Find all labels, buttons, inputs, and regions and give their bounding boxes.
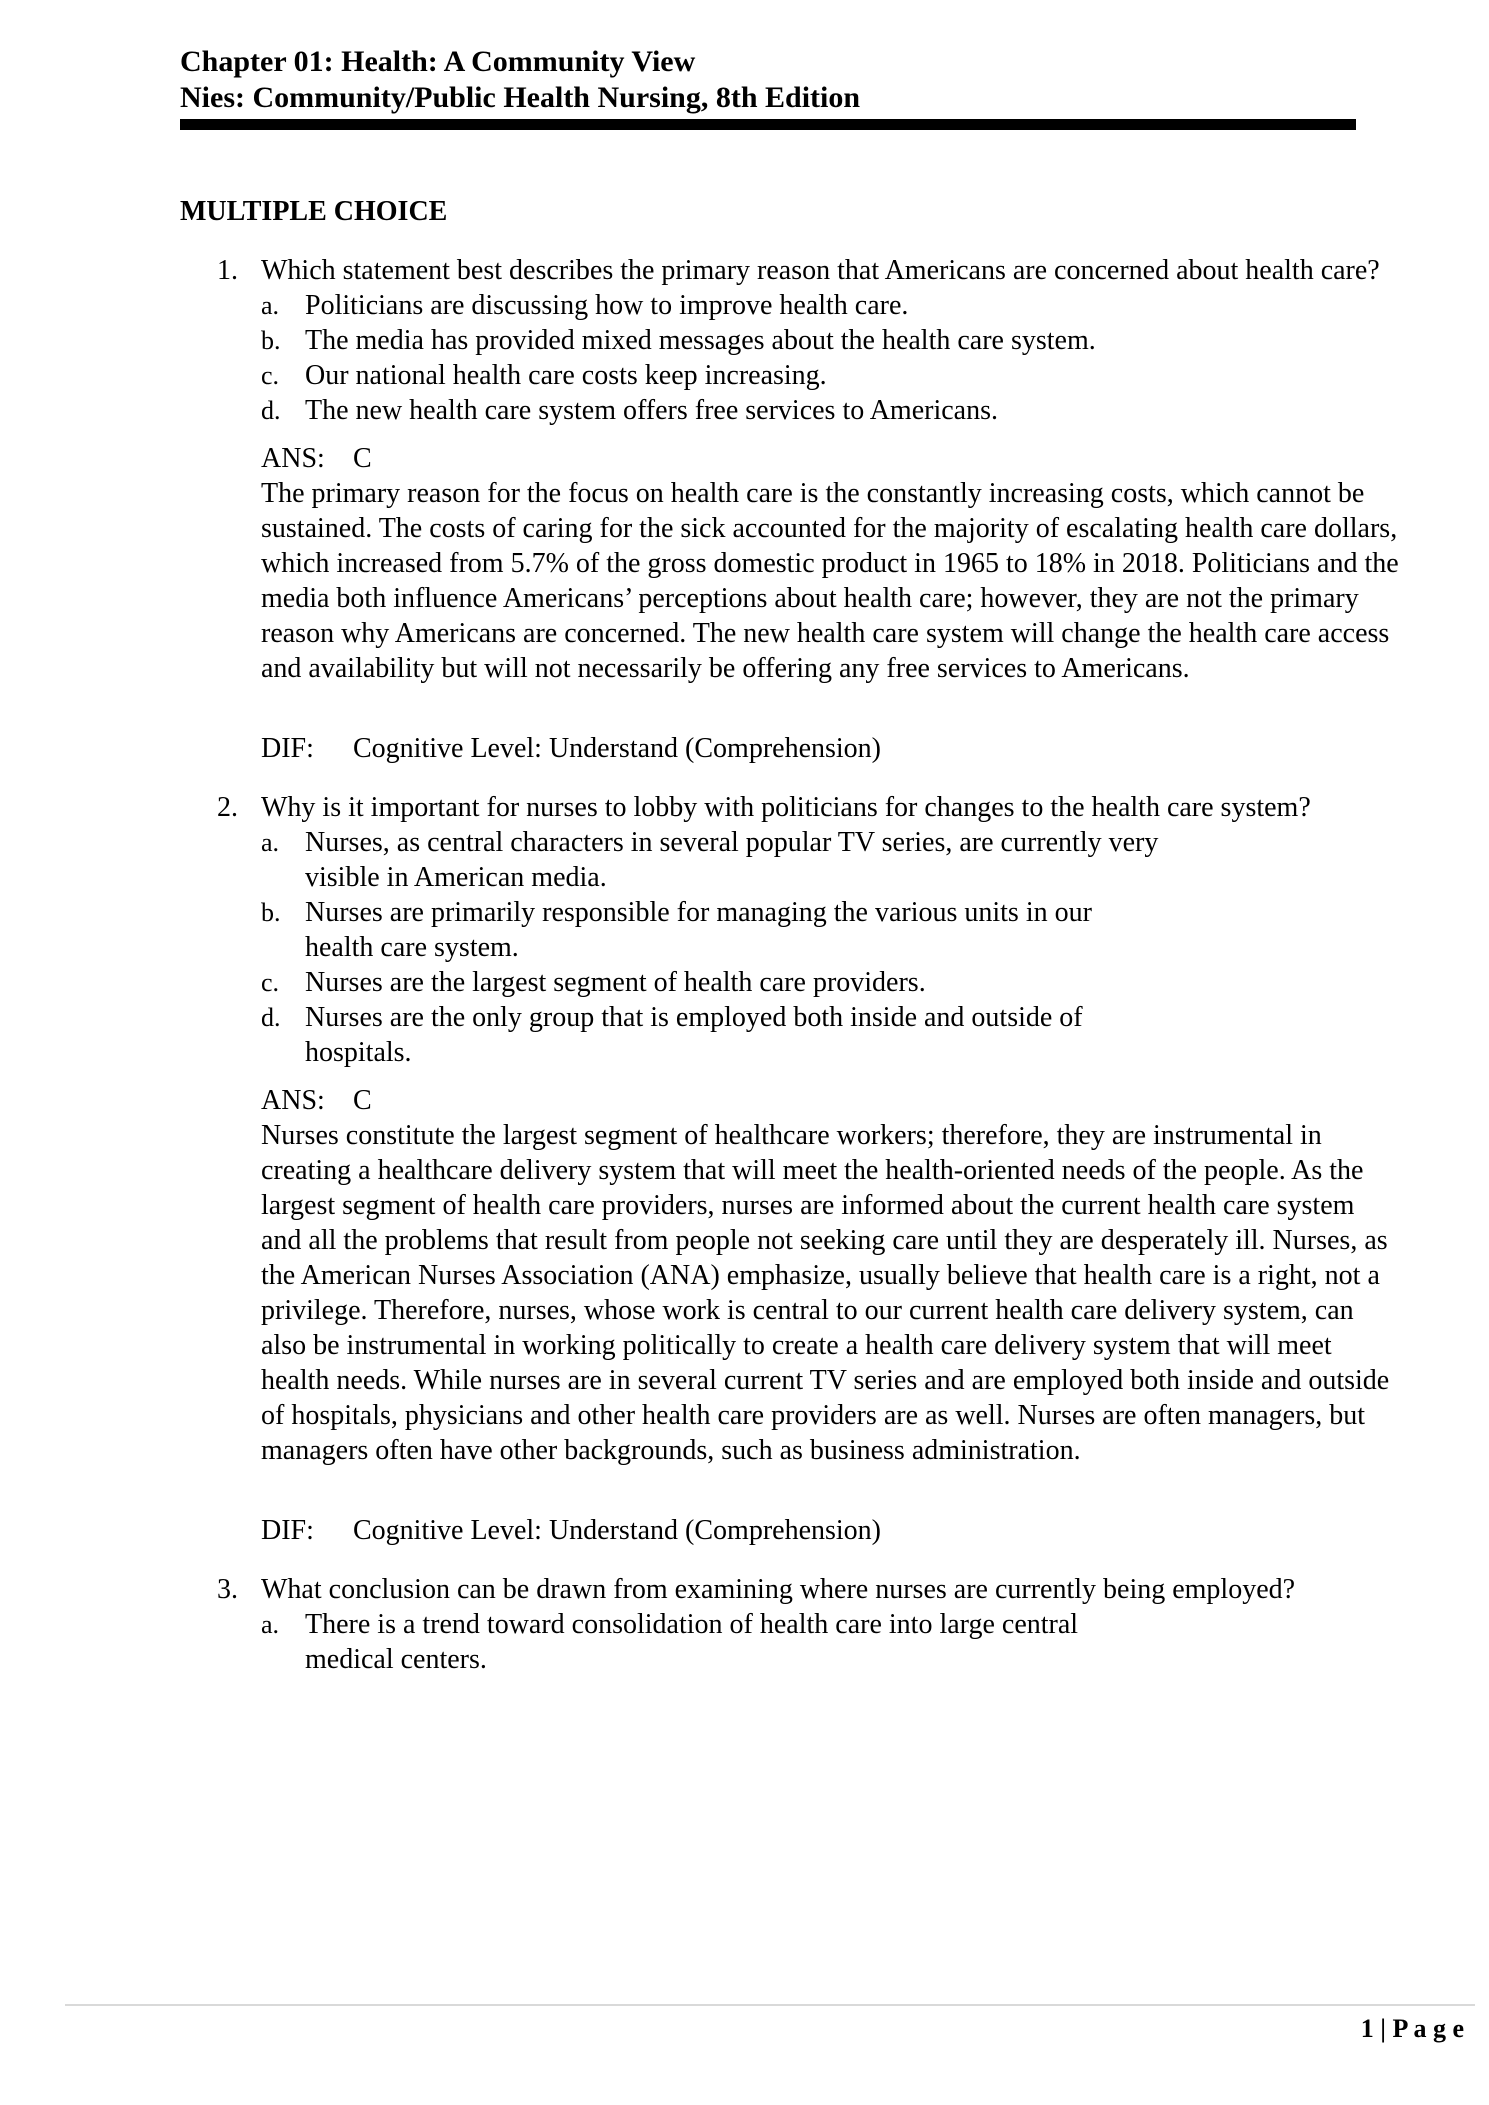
difficulty-row xyxy=(261,1513,1401,1548)
question-1-row xyxy=(180,253,1399,766)
answer-row xyxy=(261,441,1401,476)
section-heading: MULTIPLE CHOICE xyxy=(180,196,448,227)
option-c xyxy=(261,358,1401,393)
option-text: The new health care system offers free services to Americans. xyxy=(305,395,998,426)
option-text: Nurses are the only group that is employed both inside and outside of hospitals. xyxy=(305,1002,1083,1068)
option-text: Nurses are primarily responsible for managing the various units in our health care system. xyxy=(305,897,1092,963)
option-letter: a. xyxy=(261,828,280,857)
rationale-text: Nurses constitute the largest segment of healthcare workers; therefore, they are instrumental in creating a healthcare delivery system that will meet the health-oriented needs of the people. As the largest segment of health care providers, nurses are informed about the current health care system and all the problems that result from people not seeking care until they are desperately ill. Nurses, as the American Nurses Association (ANA) emphasize, usually believe that health care is a right, not a privilege. Therefore, nurses, whose work is central to our current health care delivery system, can also be instrumental in working politically to create a health care delivery system that will meet health needs. While nurses are in several current TV series and are employed both inside and outside of hospitals, physicians and other health care providers are as well. Nurses are often managers, but managers often have other backgrounds, such as business administration. xyxy=(261,1120,1390,1466)
dif-label: DIF: xyxy=(261,1515,314,1546)
option-letter: d. xyxy=(261,396,281,425)
page-number: 1 | P a g e xyxy=(1360,2014,1464,2043)
option-text: Nurses, as central characters in several popular TV series, are currently very visible in American media. xyxy=(305,827,1159,893)
option-text: Nurses are the largest segment of health care providers. xyxy=(305,967,926,998)
option-text: Our national health care costs keep increasing. xyxy=(305,360,827,391)
question-body xyxy=(261,1572,1401,1677)
option-letter: a. xyxy=(261,291,280,320)
answer-value: C xyxy=(353,443,372,474)
book-title: Nies: Community/Public Health Nursing, 8th Edition xyxy=(180,81,861,114)
option-a xyxy=(261,288,1401,323)
question-stem: What conclusion can be drawn from examining where nurses are currently being employed? xyxy=(261,1574,1296,1605)
question-1 xyxy=(180,253,1399,766)
option-a xyxy=(261,1607,1401,1677)
document-header xyxy=(180,44,1390,130)
option-letter: d. xyxy=(261,1003,281,1032)
question-stem: Which statement best describes the primary reason that Americans are concerned about health care? xyxy=(261,255,1380,286)
option-text: Politicians are discussing how to improve health care. xyxy=(305,290,909,321)
answer-value: C xyxy=(353,1085,372,1116)
footer-divider xyxy=(65,2004,1475,2006)
option-text: There is a trend toward consolidation of health care into large central medical centers. xyxy=(305,1609,1079,1675)
question-body xyxy=(261,790,1401,1548)
question-2 xyxy=(180,790,1390,1548)
option-letter: c. xyxy=(261,361,280,390)
answer-label: ANS: xyxy=(261,1085,325,1116)
option-letter: b. xyxy=(261,898,281,927)
options-list xyxy=(261,1607,1401,1677)
option-b xyxy=(261,895,1401,965)
question-number: 3. xyxy=(217,1574,238,1605)
option-letter: a. xyxy=(261,1610,280,1639)
question-3 xyxy=(180,1572,1390,1677)
question-body xyxy=(261,253,1401,766)
option-b xyxy=(261,323,1401,358)
answer-row xyxy=(261,1083,1401,1118)
dif-value: Cognitive Level: Understand (Comprehension) xyxy=(353,733,881,764)
chapter-title: Chapter 01: Health: A Community View xyxy=(180,45,696,78)
rationale-text: The primary reason for the focus on health care is the constantly increasing costs, which cannot be sustained. The costs of caring for the sick accounted for the majority of escalating health care dollars, which increased from 5.7% of the gross domestic product in 1965 to 18% in 2018. Politicians and the media both influence Americans’ perceptions about health care; however, they are not the primary reason why Americans are concerned. The new health care system will change the health care access and availability but will not necessarily be offering any free services to Americans. xyxy=(261,478,1399,684)
option-d xyxy=(261,1000,1401,1070)
option-a xyxy=(261,825,1401,895)
question-3-row xyxy=(180,1572,1390,1677)
question-number: 2. xyxy=(217,792,238,823)
dif-label: DIF: xyxy=(261,733,314,764)
option-letter: b. xyxy=(261,326,281,355)
dif-value: Cognitive Level: Understand (Comprehension) xyxy=(353,1515,881,1546)
option-letter: c. xyxy=(261,968,280,997)
question-stem: Why is it important for nurses to lobby with politicians for changes to the health care system? xyxy=(261,792,1311,823)
option-c xyxy=(261,965,1401,1000)
option-text: The media has provided mixed messages about the health care system. xyxy=(305,325,1096,356)
options-list xyxy=(261,288,1401,428)
option-d xyxy=(261,393,1401,428)
title-divider-bar xyxy=(180,119,1356,130)
options-list xyxy=(261,825,1401,1070)
question-number: 1. xyxy=(217,255,238,286)
answer-label: ANS: xyxy=(261,443,325,474)
question-2-row xyxy=(180,790,1390,1548)
difficulty-row xyxy=(261,731,1401,766)
